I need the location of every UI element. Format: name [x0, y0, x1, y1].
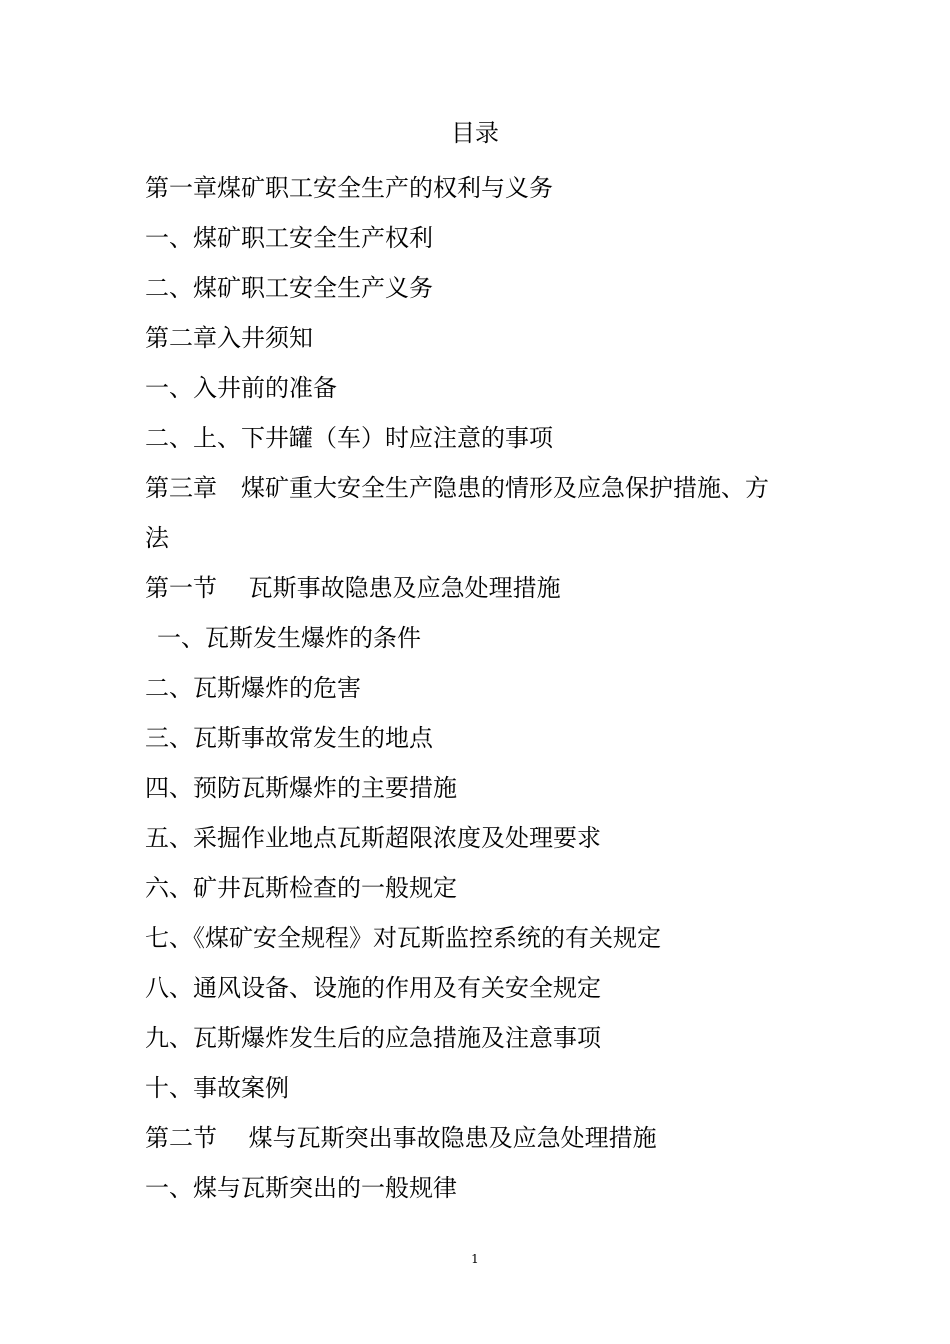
toc-entry: 第二章入井须知	[145, 324, 313, 352]
toc-list	[145, 163, 825, 1213]
toc-entry: 九、瓦斯爆炸发生后的应急措施及注意事项	[145, 1024, 601, 1052]
toc-entry: 三、瓦斯事故常发生的地点	[145, 724, 433, 752]
toc-entry: 七、《煤矿安全规程》对瓦斯监控系统的有关规定	[145, 924, 661, 952]
toc-entry: 一、瓦斯发生爆炸的条件	[157, 624, 421, 652]
toc-entry: 一、入井前的准备	[145, 374, 337, 402]
toc-entry: 第二节 煤与瓦斯突出事故隐患及应急处理措施	[145, 1124, 657, 1152]
page-number: 1	[471, 1252, 479, 1266]
toc-title: 目录	[451, 119, 499, 147]
toc-entry: 十、事故案例	[145, 1074, 289, 1102]
toc-entry: 二、煤矿职工安全生产义务	[145, 274, 433, 302]
toc-entry: 一、煤与瓦斯突出的一般规律	[145, 1174, 457, 1202]
toc-entry: 四、预防瓦斯爆炸的主要措施	[145, 774, 457, 802]
toc-entry: 八、通风设备、设施的作用及有关安全规定	[145, 974, 601, 1002]
toc-entry: 二、上、下井罐（车）时应注意的事项	[145, 424, 553, 452]
toc-entry: 一、煤矿职工安全生产权利	[145, 224, 433, 252]
toc-entry: 二、瓦斯爆炸的危害	[145, 674, 361, 702]
toc-entry: 法	[145, 524, 169, 552]
toc-entry: 第一章煤矿职工安全生产的权利与义务	[145, 174, 553, 202]
toc-entry: 六、矿井瓦斯检查的一般规定	[145, 874, 457, 902]
toc-entry: 第一节 瓦斯事故隐患及应急处理措施	[145, 574, 561, 602]
toc-entry: 五、采掘作业地点瓦斯超限浓度及处理要求	[145, 824, 601, 852]
toc-entry: 第三章 煤矿重大安全生产隐患的情形及应急保护措施、方	[145, 474, 769, 502]
